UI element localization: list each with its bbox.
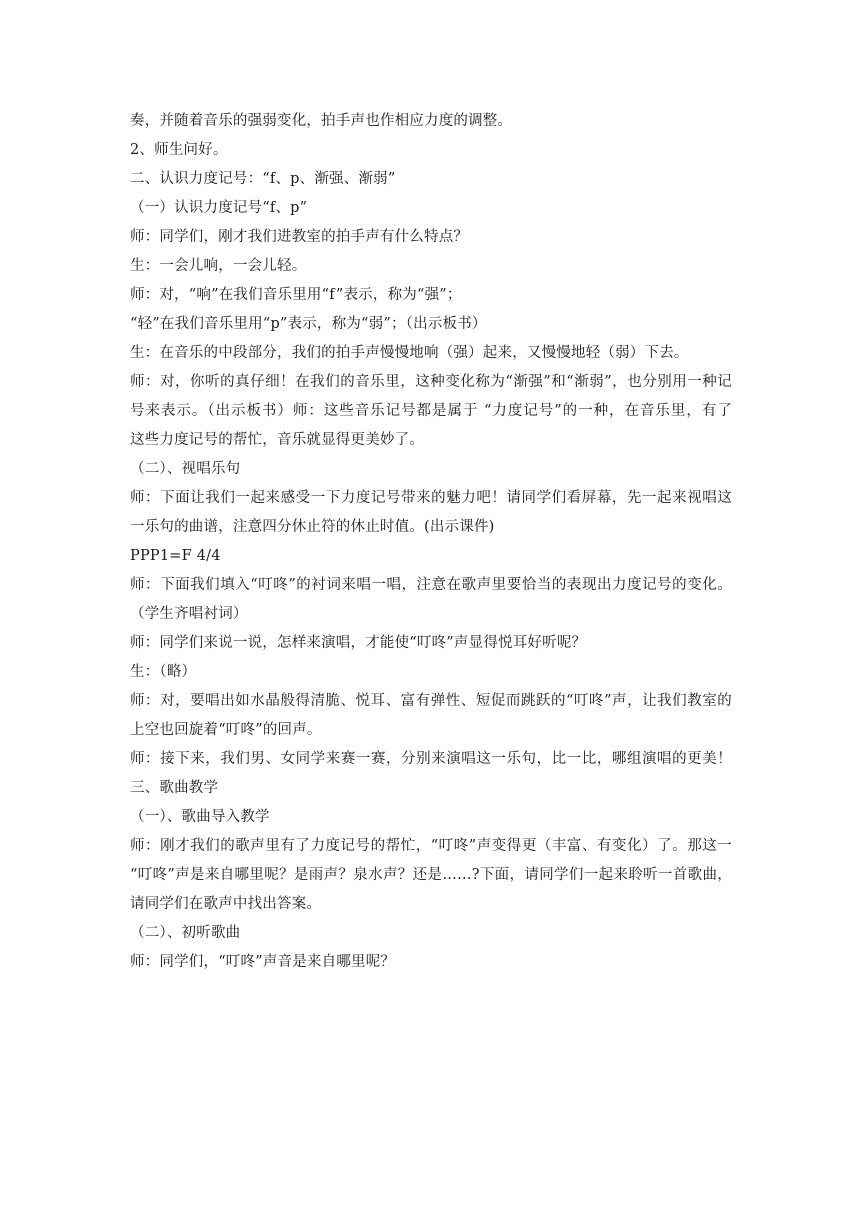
section-heading: 二、认识力度记号：“f、p、渐强、渐弱” bbox=[130, 171, 396, 187]
text-line: （学生齐唱衬词） bbox=[130, 606, 248, 622]
subsection-heading: （一）认识力度记号“f、p” bbox=[130, 200, 308, 216]
text-line: 师：对，你听的真仔细！在我们的音乐里，这种变化称为“渐强”和“渐弱”，也分别用一种记 bbox=[130, 374, 732, 390]
text-line: 一乐句的曲谱，注意四分休止符的休止时值。(出示课件) bbox=[130, 519, 495, 535]
text-line: 生：在音乐的中段部分，我们的拍手声慢慢地响（强）起来，又慢慢地轻（弱）下去。 bbox=[130, 345, 689, 361]
text-line: 2、师生问好。 bbox=[130, 142, 228, 158]
text-line: 师：同学们，“叮咚”声音是来自哪里呢？ bbox=[130, 954, 396, 970]
text-line: 师：下面让我们一起来感受一下力度记号带来的魅力吧！请同学们看屏幕，先一起来视唱这 bbox=[130, 490, 732, 506]
text-line: “轻”在我们音乐里用“p”表示，称为“弱”；（出示板书） bbox=[130, 316, 487, 332]
text-line: 师：刚才我们的歌声里有了力度记号的帮忙，“叮咚”声变得更（丰富、有变化）了。那这一 bbox=[130, 838, 732, 854]
text-line: “叮咚”声是来自哪里呢？是雨声？泉水声？还是……?下面，请同学们一起来聆听一首歌曲， bbox=[130, 867, 732, 883]
text-line: 生：一会儿响，一会儿轻。 bbox=[130, 258, 307, 274]
subsection-heading: （一）、歌曲导入教学 bbox=[130, 809, 270, 825]
text-line: 号来表示。（出示板书）师：这些音乐记号都是属于 “力度记号”的一种，在音乐里，有了 bbox=[130, 403, 732, 419]
text-line: 生：（略） bbox=[130, 664, 197, 680]
section-heading: 三、歌曲教学 bbox=[130, 780, 219, 796]
subsection-heading: （二）、视唱乐句 bbox=[130, 461, 241, 477]
score-key-line: PPP1=F 4/4 bbox=[130, 548, 221, 564]
text-line: 奏，并随着音乐的强弱变化，拍手声也作相应力度的调整。 bbox=[130, 113, 513, 129]
subsection-heading: （二）、初听歌曲 bbox=[130, 925, 241, 941]
text-line: 师：接下来，我们男、女同学来赛一赛，分别来演唱这一乐句，比一比，哪组演唱的更美！ bbox=[130, 751, 732, 767]
document-body bbox=[130, 107, 732, 977]
text-line: 请同学们在歌声中找出答案。 bbox=[130, 896, 322, 912]
text-line: 师：同学们来说一说，怎样来演唱，才能使“叮咚”声显得悦耳好听呢？ bbox=[130, 635, 587, 651]
text-line: 师：对，“响”在我们音乐里用“f”表示，称为“强”； bbox=[130, 287, 462, 303]
text-line: 师：同学们，刚才我们进教室的拍手声有什么特点？ bbox=[130, 229, 469, 245]
text-line: 这些力度记号的帮忙，音乐就显得更美妙了。 bbox=[130, 432, 424, 448]
text-line: 师：对，要唱出如水晶般得清脆、悦耳、富有弹性、短促而跳跃的“叮咚”声，让我们教室的 bbox=[130, 693, 732, 709]
text-line: 师：下面我们填入“叮咚”的衬词来唱一唱，注意在歌声里要恰当的表现出力度记号的变化。 bbox=[130, 577, 732, 593]
text-line: 上空也回旋着“叮咚”的回声。 bbox=[130, 722, 322, 738]
